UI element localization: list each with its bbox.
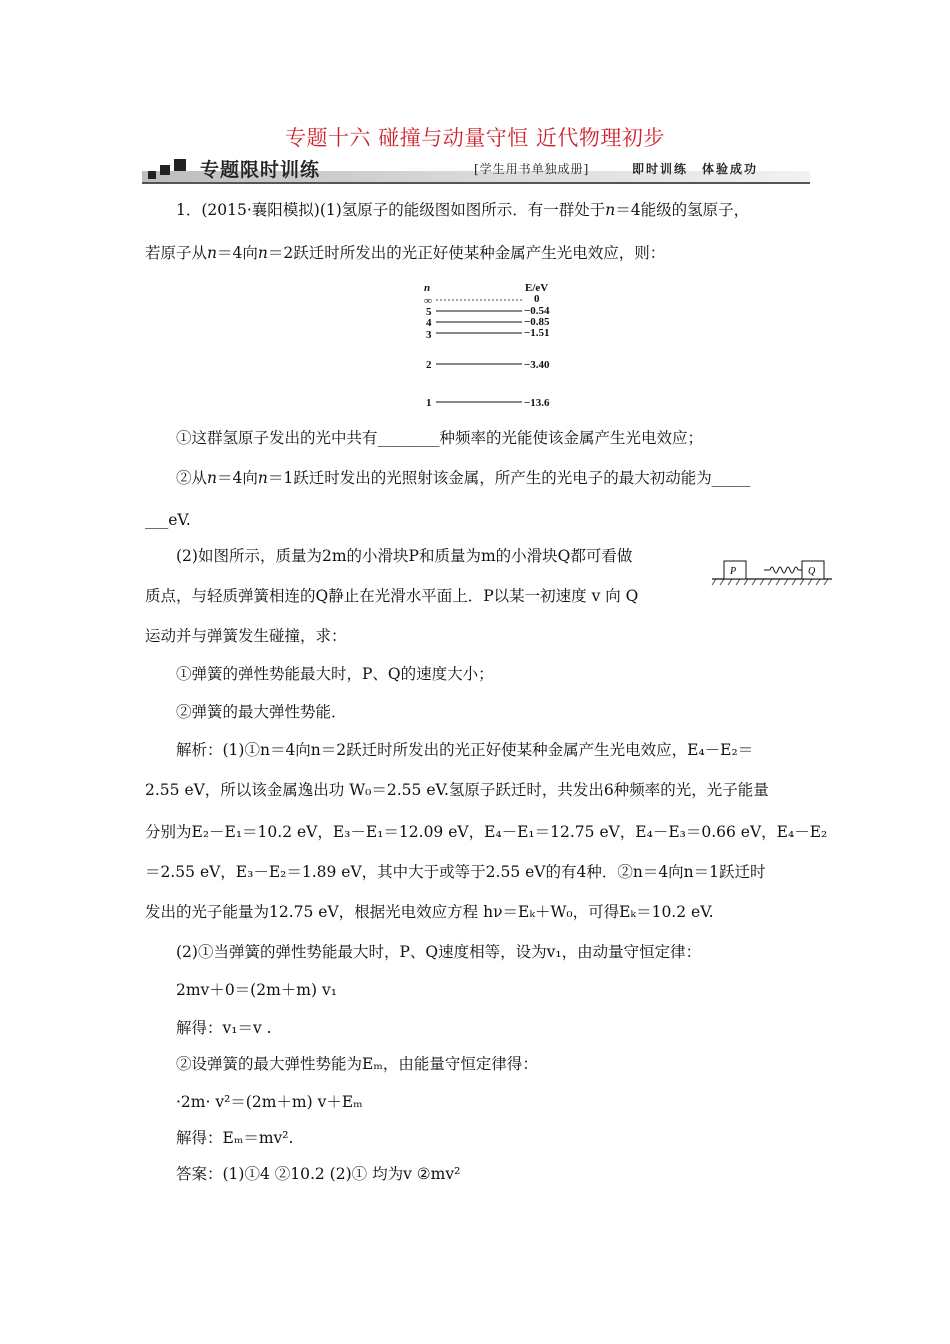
level-e-1: −13.6 bbox=[524, 397, 550, 409]
solution-line8: 解得：v₁＝v . bbox=[176, 1019, 272, 1037]
spring-block-figure bbox=[708, 555, 836, 591]
level-e-inf: 0 bbox=[534, 293, 540, 305]
level-e-2: −3.40 bbox=[524, 359, 550, 371]
level-n-inf: ∞ bbox=[424, 295, 432, 307]
section-banner bbox=[142, 151, 810, 185]
solution-line7: 2mv＋0＝(2m＋m) v₁ bbox=[176, 981, 337, 999]
part2-line3: 运动并与弹簧发生碰撞，求： bbox=[145, 627, 347, 645]
level-e-5: −0.54 bbox=[524, 305, 550, 317]
level-n-1: 1 bbox=[426, 397, 432, 409]
part2-line2: 质点，与轻质弹簧相连的Q静止在光滑水平面上．P以某一初速度 v 向 Q bbox=[145, 587, 639, 605]
block-p-label: P bbox=[730, 566, 737, 577]
question-intro: 1．(2015·襄阳模拟)(1)氢原子的能级图如图所示．有一群处于n＝4能级的氢原子， bbox=[176, 201, 750, 219]
solution-line4: ＝2.55 eV，E₃－E₂＝1.89 eV，其中大于或等于2.55 eV的有4种．②n＝4向n＝1跃迁时 bbox=[145, 863, 766, 881]
part2-sub2: ②弹簧的最大弹性势能． bbox=[176, 703, 347, 721]
level-n-3: 3 bbox=[426, 329, 432, 341]
e-axis-label: E/eV bbox=[525, 282, 549, 294]
sub-question-2-cont: ___eV. bbox=[145, 511, 191, 529]
solution-line11: 解得：Eₘ＝mv². bbox=[176, 1129, 294, 1147]
ground-hatching bbox=[712, 579, 828, 585]
answer-line: 答案：(1)①4 ②10.2 (2)① 均为v ②mv² bbox=[176, 1165, 461, 1183]
page-title: 专题十六 碰撞与动量守恒 近代物理初步 bbox=[285, 126, 665, 150]
part2-sub1: ①弹簧的弹性势能最大时，P、Q的速度大小； bbox=[176, 665, 494, 683]
block-q-label: Q bbox=[808, 566, 816, 577]
level-n-2: 2 bbox=[426, 359, 432, 371]
banner-slogan: 即时训练 体验成功 bbox=[632, 162, 759, 176]
level-n-5: 5 bbox=[426, 306, 432, 318]
solution-line9: ②设弹簧的最大弹性势能为Eₘ，由能量守恒定律得： bbox=[176, 1055, 538, 1073]
part2-line1: (2)如图所示，质量为2m的小滑块P和质量为m的小滑块Q都可看做 bbox=[176, 547, 633, 565]
banner-label: 专题限时训练 bbox=[200, 159, 321, 181]
sub-question-2: ②从n＝4向n＝1跃迁时发出的光照射该金属，所产生的光电子的最大初动能为_____ bbox=[176, 469, 751, 487]
level-e-3: −1.51 bbox=[524, 327, 550, 339]
n-axis-label: n bbox=[424, 282, 431, 294]
energy-level-diagram bbox=[410, 280, 580, 410]
sub-question-1: ①这群氢原子发出的光中共有________种频率的光能使该金属产生光电效应； bbox=[176, 429, 704, 447]
solution-line1: 解析：(1)①n＝4向n＝2跃迁时所发出的光正好使某种金属产生光电效应，E₄－E₂＝ bbox=[176, 741, 754, 759]
solution-line10: ·2m· v²＝(2m＋m) v＋Eₘ bbox=[176, 1093, 363, 1111]
question-line2: 若原子从n＝4向n＝2跃迁时所发出的光正好使某种金属产生光电效应，则： bbox=[145, 244, 666, 262]
solution-line3: 分别为E₂－E₁＝10.2 eV，E₃－E₁＝12.09 eV，E₄－E₁＝12.75 eV，E₄－E₃＝0.66 eV，E₄－E₂ bbox=[145, 823, 828, 841]
banner-source: [学生用书单独成册] bbox=[474, 162, 590, 176]
solution-line5: 发出的光子能量为12.75 eV，根据光电效应方程 hν＝Eₖ＋W₀，可得Eₖ＝10.2 eV. bbox=[145, 903, 714, 921]
level-e-4: −0.85 bbox=[524, 316, 550, 328]
solution-line6: (2)①当弹簧的弹性势能最大时，P、Q速度相等，设为v₁，由动量守恒定律： bbox=[176, 943, 702, 961]
level-n-4: 4 bbox=[426, 317, 432, 329]
solution-line2: 2.55 eV，所以该金属逸出功 W₀＝2.55 eV.氢原子跃迁时，共发出6种频率的光，光子能量 bbox=[145, 781, 769, 799]
spring bbox=[770, 567, 798, 573]
